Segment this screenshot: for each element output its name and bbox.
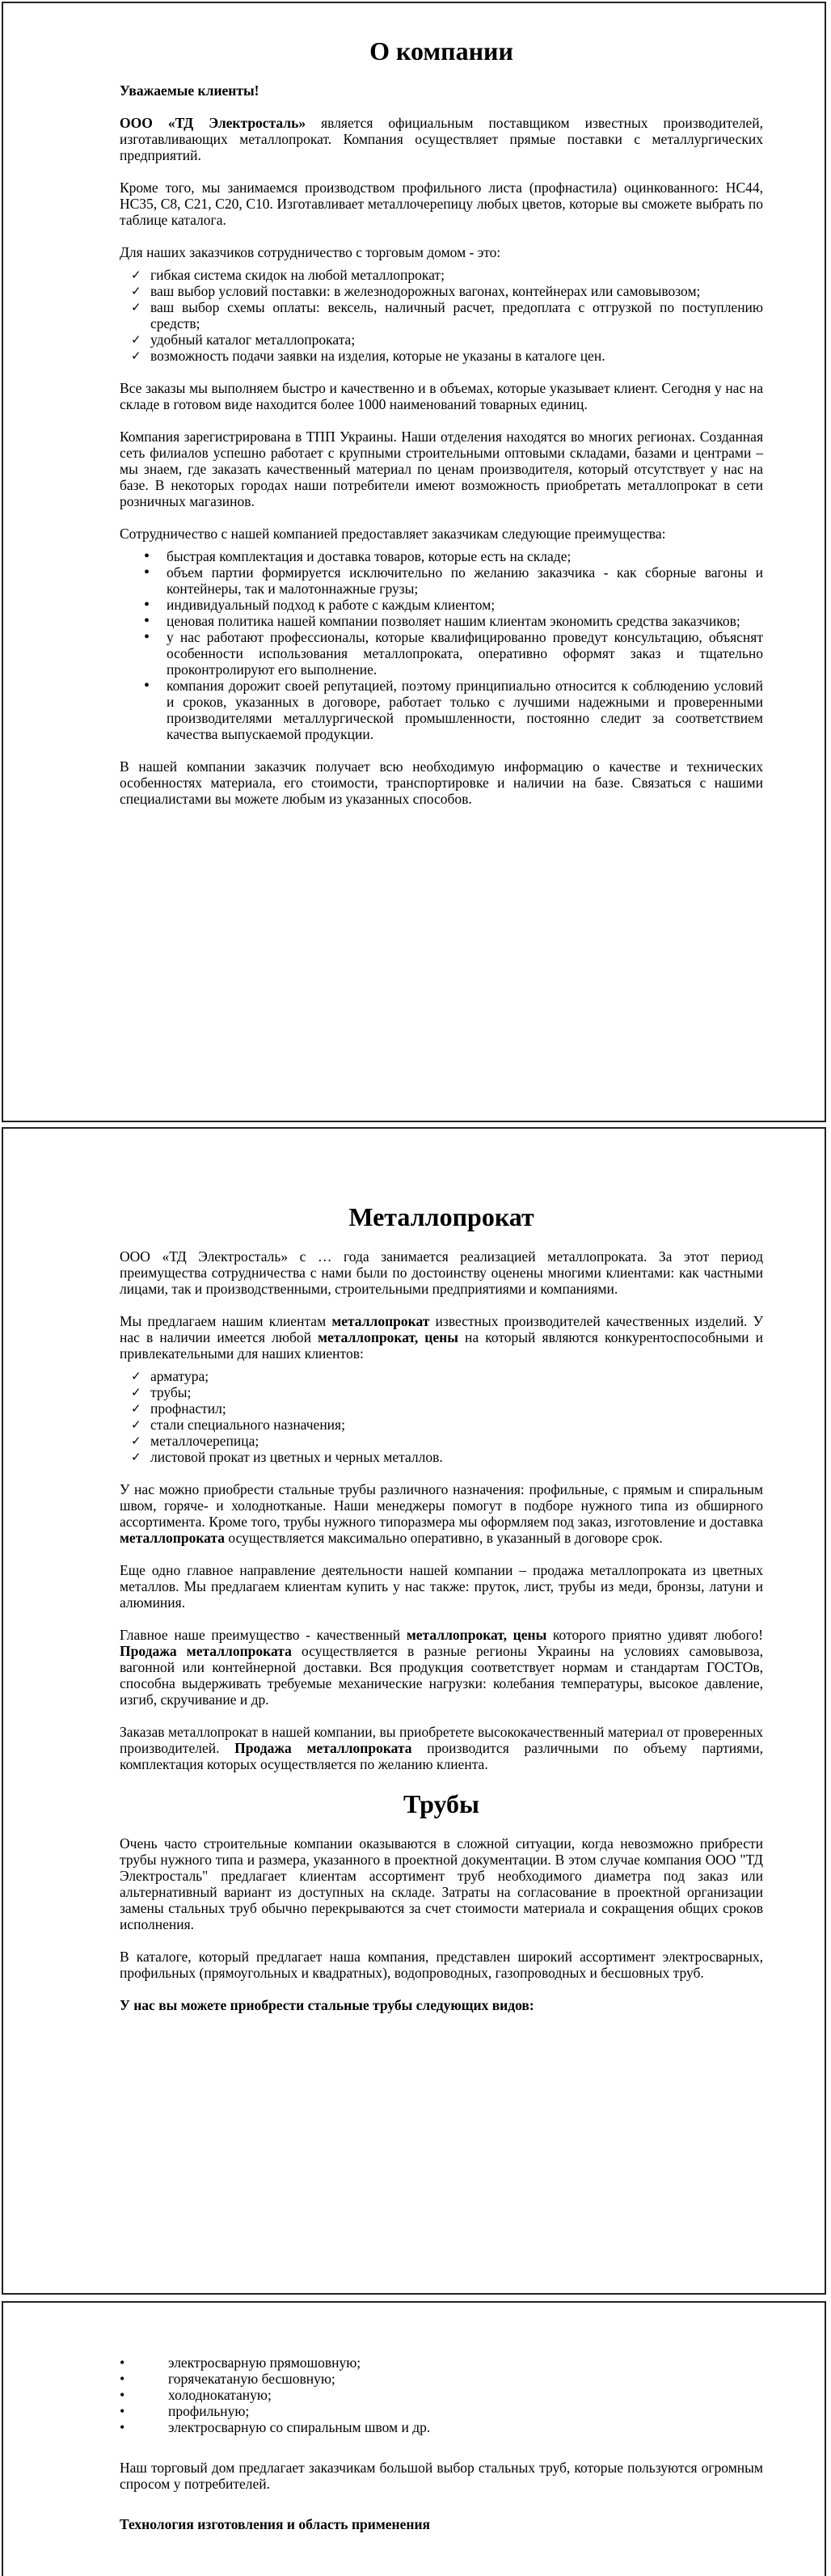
page-title-about: О компании [369,36,513,65]
section-heading-technology: Технология изготовления и область применения [120,2516,431,2532]
list-item: • профильную; [120,2403,763,2419]
paragraph-pipes: У нас можно приобрести стальные трубы различного назначения: профильные, с прямым и спиральным швом, горяче- и холоднотканые. Наши менеджеры помогут в подборе нужного типа из обширного ассортимента. Кроме того, трубы нужного типоразмера мы оформляем под заказ, изготовление и доставка металлопроката осуществляется максимально оперативно, в указанный в договоре срок. [120,1481,763,1546]
paragraph-trading-house: Наш торговый дом предлагает заказчикам большой выбор стальных труб, которые пользуются огромным спросом у потребителей. [120,2460,763,2492]
list-item: • электросварную со спиральным швом и др. [120,2419,763,2435]
list-item: • холоднокатаную; [120,2387,763,2403]
list-item: ✓ листовой прокат из цветных и черных металлов. [120,1449,763,1465]
paragraph-history: ООО «ТД Электросталь» с … года занимается реализацией металлопроката. За этот период преимущества сотрудничества с нами были по достоинству оценены многими клиентами: как частными лицами, так и производственными, строительными предприятиями и компаниями. [120,1248,763,1297]
document-page-3 [2,2301,826,2576]
cooperation-list [120,267,763,364]
paragraph-cooperation-lead: Для наших заказчиков сотрудничество с торговым домом - это: [120,244,501,260]
products-list [120,1368,763,1465]
paragraph-pipes-situation: Очень часто строительные компании оказываются в сложной ситуации, когда невозможно прибрести трубы нужного типа и размера, указанного в проектной документации. В этом случае компания ООО "ТД Электросталь" предлагает клиентам ассортимент труб необходимого диаметра под заказ или альтернативный вариант из доступных на складе. Затраты на согласование в проектной организации замены стальных труб обычно перекрываются за счет стоимости материала и сокращения общих сроков исполнения. [120,1835,763,1932]
list-item: ✓ арматура; [120,1368,763,1384]
paragraph-registration: Компания зарегистрирована в ТПП Украины. Наши отделения находятся во многих регионах. Созданная сеть филиалов успешно работает с крупными строительными оптовыми складами, базами и центрами – мы знаем, где заказать качественный материал по ценам производителя, который отсутствует у нас на базе. В некоторых городах наши потребители имеют возможность приобретать металлопрокат в сети розничных магазинов. [120,429,763,509]
list-item: • ценовая политика нашей компании позволяет нашим клиентам экономить средства заказчиков; [120,613,763,629]
page-1-content [120,36,763,823]
greeting: Уважаемые клиенты! [120,82,259,99]
list-item: ✓ удобный каталог металлопроката; [120,332,763,348]
advantages-list [120,548,763,742]
company-name: ООО «ТД Электросталь» [120,115,306,131]
list-item: ✓ металлочерепица; [120,1433,763,1449]
paragraph-nonferrous: Еще одно главное направление деятельности нашей компании – продажа металлопроката из цветных металлов. Мы предлагаем клиентам купить у нас также: пруток, лист, трубы из меди, бронзы, латуни и алюминия. [120,1562,763,1611]
paragraph-contact: В нашей компании заказчик получает всю необходимую информацию о качестве и технических особенностях материала, его стоимости, транспортировке и наличии на базе. Связаться с нашими специалистами вы можете любым из указанных способов. [120,758,763,807]
document-page-1 [2,2,826,1122]
paragraph-orders: Все заказы мы выполняем быстро и качественно и в объемах, которые указывает клиент. Сегодня у нас на складе в готовом виде находится более 1000 наименований товарных единиц. [120,380,763,412]
list-item: • у нас работают профессионалы, которые квалифицированно проведут консультацию, объяснят особенности использования металлопроката, оперативно оформят заказ и тщательно проконтролируют его выполнение. [120,629,763,678]
list-item: • компания дорожит своей репутацией, поэтому принципиально относится к соблюдению условий и сроков, указанных в договоре, работает только с лучшими надежными и проверенными производителями металлургической промышленности, постоянно следит за соответствием качества выпускаемой продукции. [120,678,763,742]
list-item: ✓ стали специального назначения; [120,1417,763,1433]
section-title-pipes: Трубы [403,1789,480,1818]
list-item: ✓ трубы; [120,1384,763,1400]
page-title-metal: Металлопрокат [348,1202,534,1231]
paragraph-pipe-types-lead: У нас вы можете приобрести стальные трубы следующих видов: [120,1997,534,2013]
paragraph-advantages-lead: Сотрудничество с нашей компанией предоставляет заказчикам следующие преимущества: [120,526,666,542]
list-item: ✓ возможность подачи заявки на изделия, которые не указаны в каталоге цен. [120,348,763,364]
list-item: • объем партии формируется исключительно по желанию заказчика - как сборные вагоны и контейнеры, так и малотоннажные грузы; [120,564,763,597]
list-item: ✓ профнастил; [120,1400,763,1417]
list-item: ✓ ваш выбор условий поставки: в железнодорожных вагонах, контейнерах или самовывозом; [120,283,763,299]
list-item: • электросварную прямошовную; [120,2354,763,2371]
page-2-content [120,1201,763,2029]
paragraph-advantage: Главное наше преимущество - качественный металлопрокат, цены которого приятно удивят любого! Продажа металлопроката осуществляется в разные регионы Украины на условиях самовывоза, вагонной или контейнерной доставки. Вся продукция соответствует нормам и стандартам ГОСТОв, способна выдерживать требуемые механические нагрузки: колебания температуры, высокое давление, изгиб, скручивание и др. [120,1627,763,1708]
list-item: ✓ гибкая система скидок на любой металлопрокат; [120,267,763,283]
list-item: • горячекатаную бесшовную; [120,2371,763,2387]
paragraph-intro: ООО «ТД Электросталь» является официальным поставщиком известных производителей, изготавливающих металлопрокат. Компания осуществляет прямые поставки с металлургических предприятий. [120,115,763,163]
list-item: • индивидуальный подход к работе с каждым клиентом; [120,597,763,613]
paragraph-offer: Мы предлагаем нашим клиентам металлопрокат известных производителей качественных изделий. У нас в наличии имеется любой металлопрокат, цены на который являются конкурентоспособными и привлекательными для наших клиентов: [120,1313,763,1362]
list-item: ✓ ваш выбор схемы оплаты: вексель, наличный расчет, предоплата с отгрузкой по поступлению средств; [120,299,763,332]
paragraph-production: Кроме того, мы занимаемся производством профильного листа (профнастила) оцинкованного: НС44, НС35, С8, С21, С20, С10. Изготавливает металлочерепицу любых цветов, которые вы сможете выбрать по таблице каталога. [120,179,763,228]
pipe-types-list [120,2354,763,2435]
paragraph-catalog: В каталоге, который предлагает наша компания, представлен широкий ассортимент электросварных, профильных (прямоугольных и квадратных), водопроводных, газопроводных и бесшовных труб. [120,1949,763,1981]
list-item: • быстрая комплектация и доставка товаров, которые есть на складе; [120,548,763,564]
document-page-2 [2,1127,826,2295]
page-3-content [120,2354,763,2549]
paragraph-order: Заказав металлопрокат в нашей компании, вы приобретете высококачественный материал от проверенных производителей. Продажа металлопроката производится различными по объему партиями, комплектация которых осуществляется по желанию клиента. [120,1724,763,1772]
